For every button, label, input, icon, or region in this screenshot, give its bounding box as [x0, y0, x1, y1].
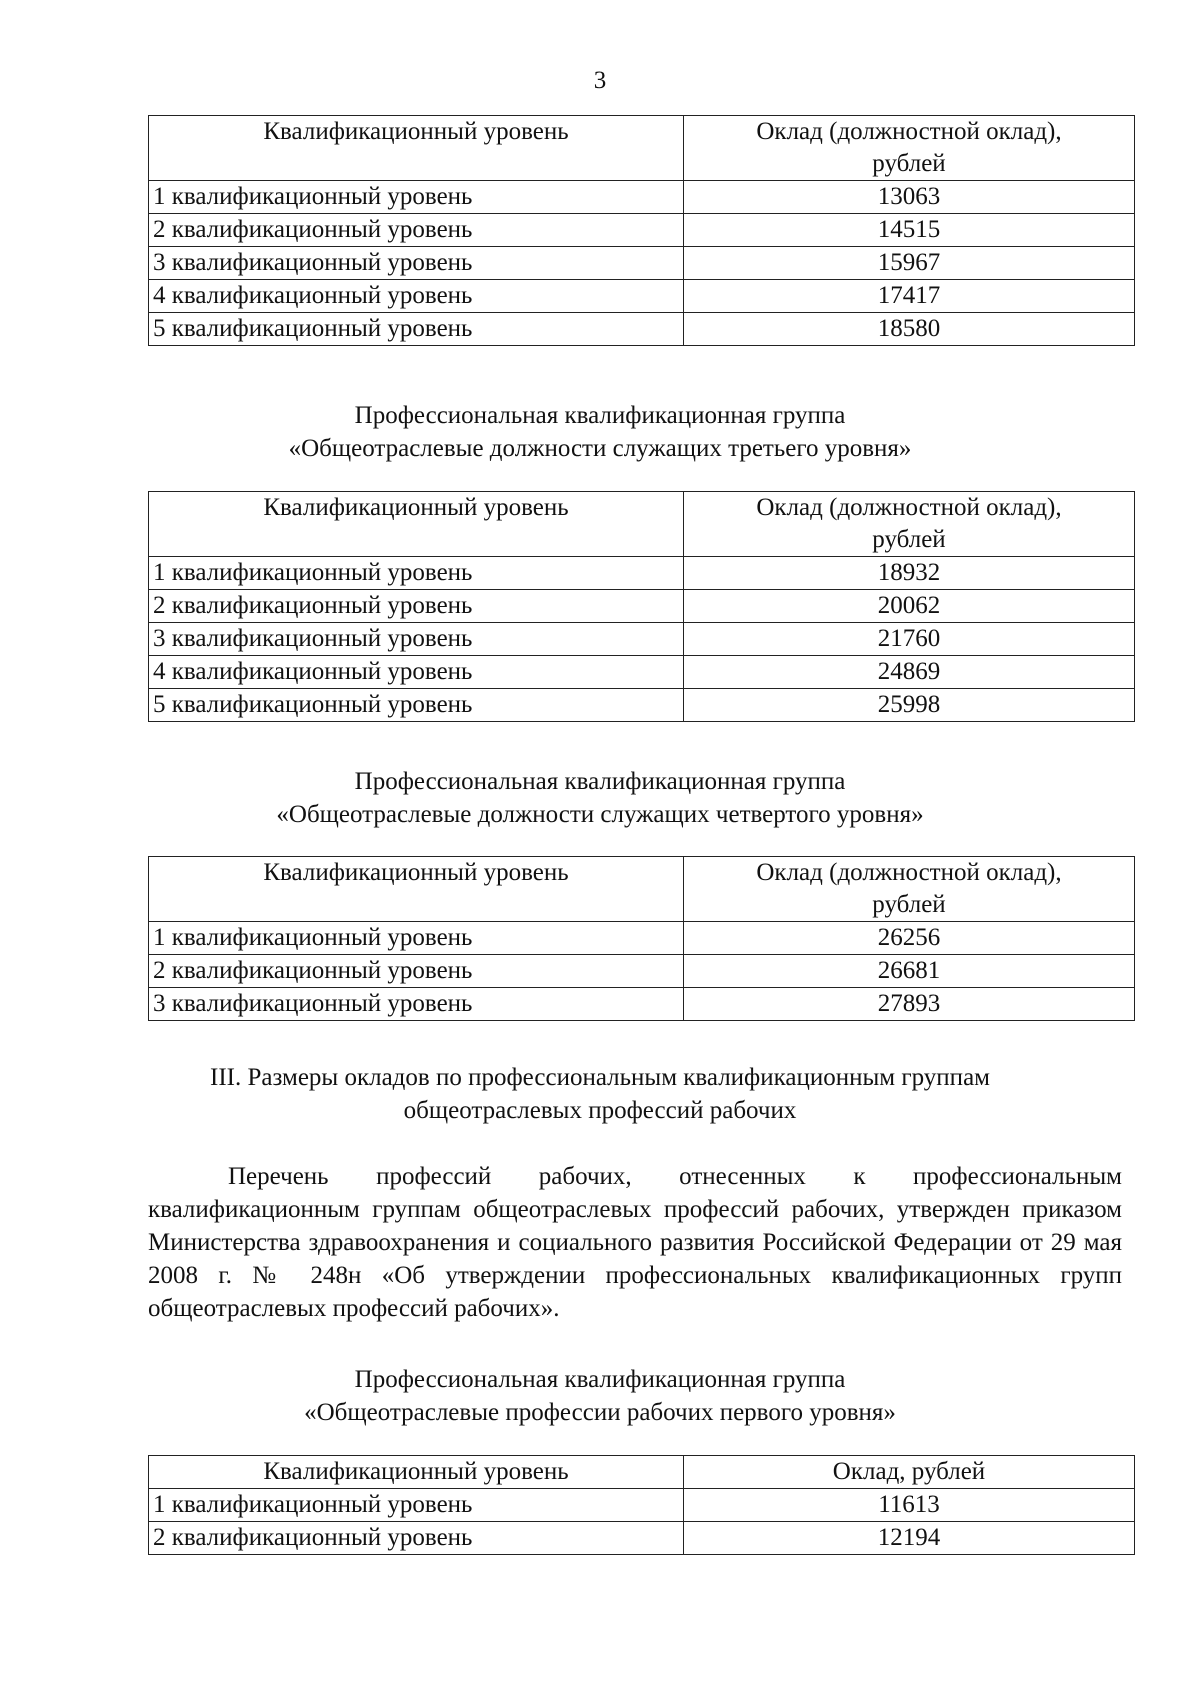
- salary-cell: 25998: [684, 689, 1135, 722]
- table-row: [149, 1489, 1135, 1522]
- group-heading-4: [0, 1363, 1200, 1429]
- table-row: [149, 623, 1135, 656]
- column-header-salary-line1: Оклад (должностной оклад),: [756, 494, 1062, 521]
- column-header-salary: [684, 492, 1135, 557]
- table: [148, 491, 1135, 722]
- paragraph-text: Перечень профессий рабочих, отнесенных к профессиональным квалификационным группам общеотраслевых профессий рабочих, утвержден приказом Министерства здравоохранения и социального развития Российской Федерации от 29 мая 2008 г. № 248н «Об утверждении профессиональных квалификационных групп общеотраслевых профессий рабочих».: [148, 1163, 1122, 1322]
- salary-cell: 17417: [684, 280, 1135, 313]
- salary-cell: 27893: [684, 988, 1135, 1021]
- level-cell: 3 квалификационный уровень: [149, 623, 684, 656]
- salary-cell: 26256: [684, 922, 1135, 955]
- page-number: 3: [593, 67, 607, 94]
- table-header-row: [149, 492, 1135, 557]
- column-header-salary-line2: рублей: [872, 150, 946, 177]
- level-cell: 4 квалификационный уровень: [149, 280, 684, 313]
- salary-cell: 18932: [684, 557, 1135, 590]
- table-row: [149, 689, 1135, 722]
- table-row: [149, 656, 1135, 689]
- level-cell: 1 квалификационный уровень: [149, 922, 684, 955]
- group-heading-3: [0, 765, 1200, 831]
- column-header-salary: Оклад, рублей: [684, 1456, 1135, 1489]
- salary-cell: 18580: [684, 313, 1135, 346]
- group-heading-line2: «Общеотраслевые должности служащих четвертого уровня»: [276, 801, 924, 828]
- column-header-level: Квалификационный уровень: [149, 492, 684, 557]
- column-header-salary: [684, 116, 1135, 181]
- salary-cell: 21760: [684, 623, 1135, 656]
- group-heading-2: [0, 399, 1200, 465]
- table-row: [149, 313, 1135, 346]
- level-cell: 2 квалификационный уровень: [149, 1522, 684, 1555]
- salary-table-2: [148, 491, 1134, 722]
- table-header-row: [149, 857, 1135, 922]
- body-paragraph: [148, 1160, 1122, 1325]
- group-heading-line1: Профессиональная квалификационная группа: [354, 768, 846, 795]
- column-header-salary: [684, 857, 1135, 922]
- table-row: [149, 590, 1135, 623]
- table-row: [149, 955, 1135, 988]
- level-cell: 4 квалификационный уровень: [149, 656, 684, 689]
- table-row: [149, 1522, 1135, 1555]
- group-heading-line1: Профессиональная квалификационная группа: [354, 402, 846, 429]
- salary-cell: 24869: [684, 656, 1135, 689]
- level-cell: 1 квалификационный уровень: [149, 1489, 684, 1522]
- salary-cell: 15967: [684, 247, 1135, 280]
- table: [148, 1455, 1135, 1555]
- table-header-row: [149, 116, 1135, 181]
- column-header-level: Квалификационный уровень: [149, 857, 684, 922]
- group-heading-line2: «Общеотраслевые должности служащих третьего уровня»: [288, 435, 912, 462]
- table-header-row: [149, 1456, 1135, 1489]
- column-header-salary-line1: Оклад (должностной оклад),: [756, 118, 1062, 145]
- salary-table-1: [148, 115, 1134, 346]
- level-cell: 1 квалификационный уровень: [149, 181, 684, 214]
- group-heading-line1: Профессиональная квалификационная группа: [354, 1366, 846, 1393]
- salary-table-4: [148, 1455, 1134, 1555]
- level-cell: 1 квалификационный уровень: [149, 557, 684, 590]
- salary-cell: 14515: [684, 214, 1135, 247]
- level-cell: 2 квалификационный уровень: [149, 590, 684, 623]
- table-row: [149, 247, 1135, 280]
- table-row: [149, 922, 1135, 955]
- column-header-salary-line2: рублей: [872, 891, 946, 918]
- column-header-salary-line2: рублей: [872, 526, 946, 553]
- level-cell: 5 квалификационный уровень: [149, 689, 684, 722]
- column-header-level: Квалификационный уровень: [149, 1456, 684, 1489]
- section-heading-line1: III. Размеры окладов по профессиональным квалификационным группам: [210, 1064, 990, 1091]
- salary-cell: 26681: [684, 955, 1135, 988]
- salary-cell: 20062: [684, 590, 1135, 623]
- table: [148, 115, 1135, 346]
- section-heading: [0, 1061, 1200, 1127]
- level-cell: 3 квалификационный уровень: [149, 988, 684, 1021]
- level-cell: 5 квалификационный уровень: [149, 313, 684, 346]
- table-row: [149, 557, 1135, 590]
- level-cell: 2 квалификационный уровень: [149, 214, 684, 247]
- salary-cell: 12194: [684, 1522, 1135, 1555]
- level-cell: 3 квалификационный уровень: [149, 247, 684, 280]
- table-row: [149, 181, 1135, 214]
- table: [148, 856, 1135, 1021]
- level-cell: 2 квалификационный уровень: [149, 955, 684, 988]
- column-header-salary-line1: Оклад (должностной оклад),: [756, 859, 1062, 886]
- section-heading-line2: общеотраслевых профессий рабочих: [403, 1097, 797, 1124]
- group-heading-line2: «Общеотраслевые профессии рабочих первого уровня»: [304, 1399, 896, 1426]
- salary-cell: 13063: [684, 181, 1135, 214]
- column-header-level: Квалификационный уровень: [149, 116, 684, 181]
- table-row: [149, 214, 1135, 247]
- salary-table-3: [148, 856, 1134, 1021]
- salary-cell: 11613: [684, 1489, 1135, 1522]
- table-row: [149, 280, 1135, 313]
- table-row: [149, 988, 1135, 1021]
